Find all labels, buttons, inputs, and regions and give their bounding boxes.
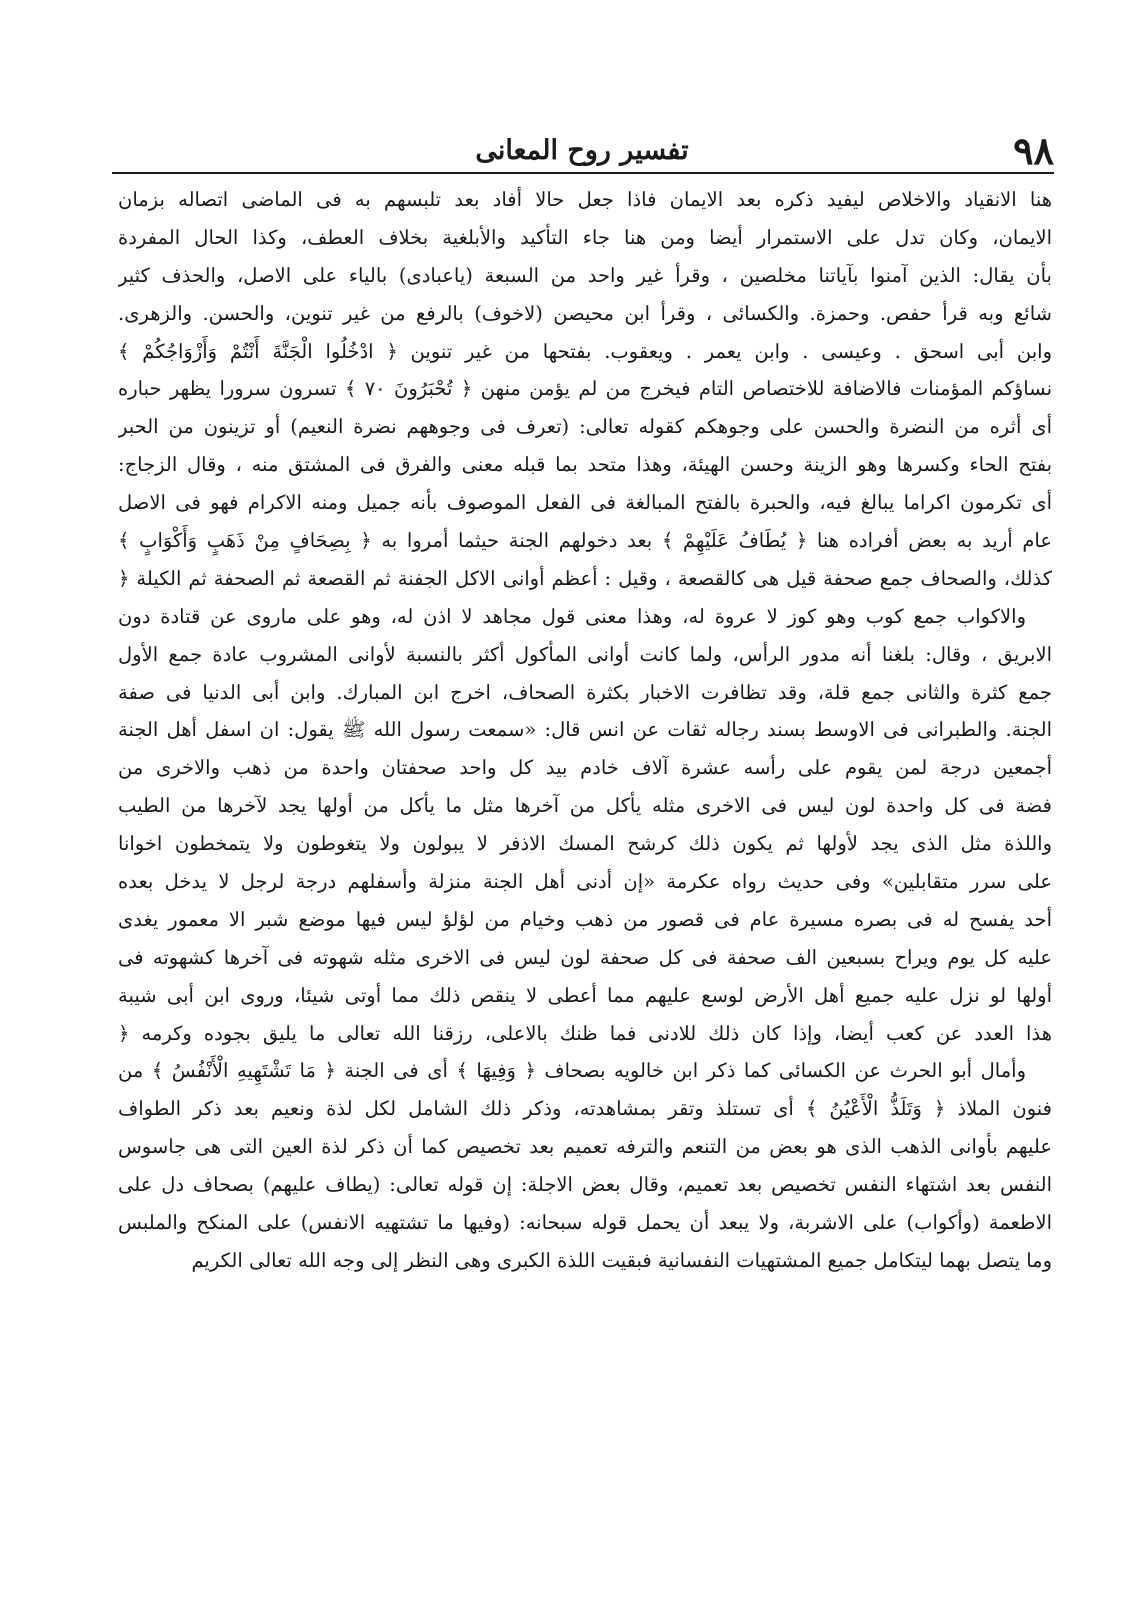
header-rule xyxy=(112,172,1054,174)
page-number: ٩٨ xyxy=(1013,128,1054,173)
text-line: النفس بعد اشتهاء النفس تخصيص بعد تعميم، وقال بعض الاجلة: إن قوله تعالى: (يطاف عليهم) بصحاف دل على xyxy=(118,1173,1052,1197)
text-line: واللذة مثل الذى يجد لأولها ثم يكون ذلك كرشح المسك الاذفر لا يبولون ولا يتغوطون ولا يتمخطون اخوانا xyxy=(118,832,1052,856)
text-line: أولها لو نزل عليه جميع أهل الأرض لوسع عليهم مما أعطى لا ينقص ذلك مما أوتى شيئا، وروى ابن أبى شيبة xyxy=(118,983,1052,1007)
text-line: الاطعمة (وأكواب) على الاشربة، ولا يبعد أن يحمل قوله سبحانه: (وفيها ما تشتهيه الانفس) على المنكح والملبس xyxy=(118,1211,1052,1235)
page-header xyxy=(110,118,1054,173)
text-line: أى أثره من النضرة والحسن على وجوهكم كقوله تعالى: (تعرف فى وجوههم نضرة النعيم) أو تزينون من الحبر xyxy=(118,415,1052,439)
text-line: بفتح الحاء وكسرها وهو الزينة وحسن الهيئة، وهذا متحد بما قبله معنى والفرق فى المشتق منه ، وقال الزجاج: xyxy=(118,453,1052,477)
text-line: نساؤكم المؤمنات فالاضافة للاختصاص التام فيخرج من لم يؤمن منهن ﴿ تُحْبَرُونَ ٧٠ ﴾ تسرون سرورا يظهر حباره xyxy=(118,377,1052,401)
text-line: كذلك، والصحاف جمع صحفة قيل هى كالقصعة ، وقيل : أعظم أوانى الاكل الجفنة ثم القصعة ثم الصحفة ثم الكيلة ﴿ xyxy=(118,566,1052,590)
text-line: وأمال أبو الحرث عن الكسائى كما ذكر ابن خالويه بصحاف ﴿ وَفِيهَا ﴾ أى فى الجنة ﴿ مَا تَشْتَهِيهِ الْأَنْفُسُ ﴾ من xyxy=(118,1059,1026,1083)
text-line: الايمان، وكان تدل على الاستمرار أيضا ومن هنا جاء التأكيد والأبلغية بخلاف العطف، وكذا الحال المفردة xyxy=(118,225,1052,249)
text-line: هنا الانقياد والاخلاص ليفيد ذكره بعد الايمان فاذا جعل حالا أفاد بعد تلبسهم به فى الماضى اتصاله بزمان xyxy=(118,188,1052,211)
text-line: الابريق ، وقال: بلغنا أنه مدور الرأس، ولما كانت أوانى المأكول أكثر بالنسبة لأوانى المشروب عادة جمع الأول xyxy=(118,642,1052,666)
text-line: بأن يقال: الذين آمنوا بآياتنا مخلصين ، وقرأ غير واحد من السبعة (ياعبادى) بالياء على الاصل، والحذف كثير xyxy=(118,263,1052,287)
text-line: وما يتصل بهما ليتكامل جميع المشتهيات النفسانية فبقيت اللذة الكبرى وهى النظر إلى وجه الله تعالى الكريم xyxy=(191,1248,1052,1272)
text-line: فضة فى كل واحدة لون ليس فى الاخرى مثله يأكل من آخرها مثل ما يأكل من أولها يجد لآخرها من الطيب xyxy=(118,794,1052,818)
text-line: هذا العدد عن كعب أيضا، وإذا كان ذلك للادنى فما ظنك بالاعلى، رزقنا الله تعالى ما يليق بجوده وكرمه ﴿ xyxy=(118,1021,1052,1045)
text-line: على سرر متقابلين» وفى حديث رواه عكرمة «إن أدنى أهل الجنة منزلة وأسفلهم درجة لرجل لا يدخل بعده xyxy=(118,870,1052,894)
book-title: تفسير روح المعانى xyxy=(475,135,689,166)
text-line: عام أريد به بعض أفراده هنا ﴿ يُطَافُ عَلَيْهِمْ ﴾ بعد دخولهم الجنة حيثما أمروا به ﴿ بِصِحَافٍ مِنْ ذَهَبٍ وَأَكْوَابٍ ﴾ xyxy=(118,529,1052,553)
text-line: جمع كثرة والثانى جمع قلة، وقد تظافرت الاخبار بكثرة الصحاف، اخرج ابن المبارك. وابن أبى الدنيا فى صفة xyxy=(118,680,1052,704)
text-line: الجنة. والطبرانى فى الاوسط بسند رجاله ثقات عن انس قال: «سمعت رسول الله ﷺ يقول: ان اسفل أهل الجنة xyxy=(118,718,1052,742)
text-line: شائع وبه قرأ حفص. وحمزة. والكسائى ، وقرأ ابن محيصن (لاخوف) بالرفع من غير تنوين، والحسن. والزهرى. xyxy=(118,301,1052,325)
text-line: والاكواب جمع كوب وهو كوز لا عروة له، وهذا معنى قول مجاهد لا اذن له، وهو على ماروى عن قتادة دون xyxy=(118,604,1026,628)
text-line: وابن أبى اسحق . وعيسى . وابن يعمر . ويعقوب. بفتحها من غير تنوين ﴿ ادْخُلُوا الْجَنَّةَ أَنْتُمْ وَأَزْوَاجُكُمْ ﴾ xyxy=(118,339,1052,363)
text-line: أحد يفسح له فى بصره مسيرة عام فى قصور من ذهب وخيام من لؤلؤ ليس فيها موضع شبر الا معمور يغدى xyxy=(118,907,1052,931)
text-line: عليه كل يوم ويراح بسبعين الف صحفة فى كل صحفة لون ليس فى الاخرى مثله شهوته فى آخرها كشهوته فى xyxy=(118,945,1052,969)
text-line: أجمعين درجة لمن يقوم على رأسه عشرة آلاف خادم بيد كل واحد صحفتان واحدة من ذهب والاخرى من xyxy=(118,756,1052,780)
text-line: فنون الملاذ ﴿ وَتَلَذُّ الْأَعْيُنُ ﴾ أى تستلذ وتقر بمشاهدته، وذكر ذلك الشامل لكل لذة ونعيم بعد ذكر الطواف xyxy=(118,1097,1052,1121)
text-line: عليهم بأوانى الذهب الذى هو بعض من التنعم والترفه تعميم بعد تخصيص كما أن ذكر لذة العين التى هى جاسوس xyxy=(118,1135,1052,1159)
text-body xyxy=(118,181,1052,1280)
text-line: أى تكرمون اكراما يبالغ فيه، والحبرة بالفتح المبالغة فى الفعل الموصوف بأنه جميل ومنه الاكرام فهو فى الاصل xyxy=(118,491,1052,515)
